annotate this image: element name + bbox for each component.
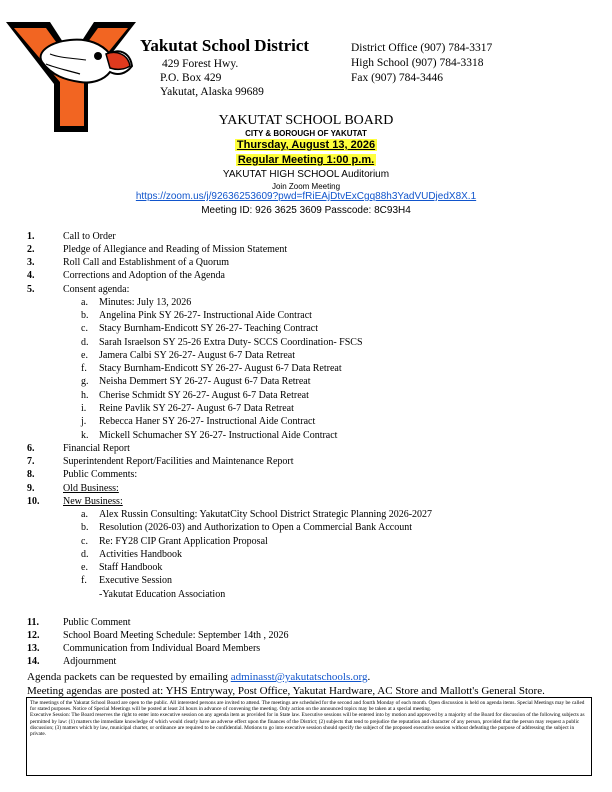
meeting-type-text: Regular Meeting 1:00 p.m. [237,154,375,166]
new-business-item-letter: f. [81,575,87,586]
consent-item-text: Stacy Burnham-Endicott SY 26-27- Teaching Contract [99,323,318,334]
new-business-item-text: Resolution (2026-03) and Authorization to Open a Commercial Bank Account [99,522,412,533]
consent-item-letter: k. [81,430,89,441]
new-business-item-letter: a. [81,509,88,520]
board-title: YAKUTAT SCHOOL BOARD [218,113,394,128]
consent-item-text: Mickell Schumacher SY 26-27- Instructional Aide Contract [99,430,338,441]
agenda-item-number: 12. [27,630,40,641]
notice-open-meetings: The meetings of the Yakutat School Board are open to the public. All interested persons are invited to attend. The meetings are scheduled for the second and fourth Monday of each month. Open discussion is held on agenda items. Special Meetings may be called for stated purposes. Notice of Special Meetings will be posted at least 24 hours in advance of convening the meeting. Only action on the announced topics may be taken at a special meeting. [30,700,585,713]
agenda-item-text: Roll Call and Establishment of a Quorum [63,257,230,268]
address-city: Yakutat, Alaska 99689 [160,86,264,98]
consent-item-letter: c. [81,323,88,334]
agenda-item-number: 7. [27,456,35,467]
agenda-item-text: Consent agenda: [63,284,130,295]
agenda-item-number: 14. [27,656,40,667]
agenda-item-number: 13. [27,643,40,654]
packets-request-line [27,671,370,683]
agenda-item-number: 2. [27,244,35,255]
address-street: 429 Forest Hwy. [162,58,239,70]
consent-item-text: Jamera Calbi SY 26-27- August 6-7 Data Retreat [99,350,295,361]
consent-item-text: Reine Pavlik SY 26-27- August 6-7 Data Retreat [99,403,294,414]
meeting-type [0,154,612,166]
district-name: Yakutat School District [140,36,310,55]
phone-district-office: District Office (907) 784-3317 [351,42,493,54]
new-business-item-letter: e. [81,562,88,573]
agenda-item-number: 6. [27,443,35,454]
zoom-label: Join Zoom Meeting [271,182,341,191]
consent-item-text: Cherise Schmidt SY 26-27- August 6-7 Data Retreat [99,390,309,401]
agenda-item-number: 4. [27,270,35,281]
phone-high-school: High School (907) 784-3318 [351,57,484,69]
packets-suffix: . [367,671,371,683]
consent-item-text: Angelina Pink SY 26-27- Instructional Aide Contract [99,310,312,321]
new-business-item-letter: d. [81,549,89,560]
notice-executive-session: Executive Session: The Board reserves the right to enter into executive session on any agenda item as provided for in State law. Executive sessions will be entered into by motion and approved by a majority of the Board for discussion of the following subjects as permitted by law: (1) matters the immediate knowledge of which would clearly have an adverse effect upon the finances of the District; (2) subjects that tend to prejudice the reputation and character of any person, provided that the person may request a public discussion; (3) matters which by law, municipal charter, or ordinance are required to be confidential. Motions to go into executive session should specify the subject of the proposed executive session without defeating the purpose of addressing the subject in private. [30,712,585,738]
agenda-item-text: Public Comments: [63,469,138,480]
packets-email-link[interactable]: adminasst@yakutatschools.org [230,671,368,683]
agenda-item-number: 8. [27,469,35,480]
executive-session-note: -Yakutat Education Association [99,589,226,600]
consent-item-letter: h. [81,390,89,401]
new-business-item-letter: b. [81,522,89,533]
posted-locations: Meeting agendas are posted at: YHS Entryway, Post Office, Yakutat Hardware, AC Store and Mallott's General Store. [27,685,545,697]
agenda-item-text: Communication from Individual Board Members [63,643,261,654]
consent-item-text: Neisha Demmert SY 26-27- August 6-7 Data Retreat [99,376,311,387]
consent-item-text: Rebecca Haner SY 26-27- Instructional Aide Contract [99,416,316,427]
new-business-item-text: Activities Handbook [99,549,183,560]
agenda-item-text: Corrections and Adoption of the Agenda [63,270,225,281]
fax-number: Fax (907) 784-3446 [351,72,443,84]
agenda-item-text: Adjournment [63,656,117,667]
new-business-item-text: Alex Russin Consulting: YakutatCity School District Strategic Planning 2026-2027 [99,509,433,520]
zoom-link[interactable]: https://zoom.us/j/92636253609?pwd=fRiEAjDtvExCgq88h3YadVUDjedX8X.1 [135,191,477,202]
new-business-item-text: Executive Session [99,575,173,586]
consent-item-text: Stacy Burnham-Endicott SY 26-27- August 6-7 Data Retreat [99,363,342,374]
agenda-item-text: New Business: [63,496,123,507]
consent-item-letter: g. [81,376,89,387]
agenda-item-number: 9. [27,483,35,494]
agenda-item-number: 11. [27,617,39,628]
agenda-item-text: Pledge of Allegiance and Reading of Mission Statement [63,244,288,255]
agenda-item-number: 3. [27,257,35,268]
consent-item-text: Sarah Israelson SY 25-26 Extra Duty- SCCS Coordination- FSCS [99,337,363,348]
consent-item-letter: e. [81,350,88,361]
consent-item-letter: d. [81,337,89,348]
consent-item-letter: i. [81,403,87,414]
consent-item-letter: j. [81,416,87,427]
new-business-item-text: Re: FY28 CIP Grant Application Proposal [99,536,268,547]
agenda-item-number: 5. [27,284,35,295]
new-business-item-text: Staff Handbook [99,562,163,573]
agenda-item-text: Financial Report [63,443,130,454]
meeting-location: YAKUTAT HIGH SCHOOL Auditorium [222,169,390,180]
agenda-item-text: Public Comment [63,617,131,628]
consent-item-letter: b. [81,310,89,321]
new-business-item-letter: c. [81,536,88,547]
agenda-item-text: Call to Order [63,231,116,242]
meeting-date-text: Thursday, August 13, 2026 [236,139,376,151]
consent-item-letter: f. [81,363,87,374]
city-borough: CITY & BOROUGH OF YAKUTAT [245,129,367,138]
public-notice-box [26,697,592,776]
agenda-item-number: 10. [27,496,40,507]
agenda-item-number: 1. [27,231,35,242]
meeting-date [0,139,612,151]
address-po-box: P.O. Box 429 [160,72,222,84]
consent-item-text: Minutes: July 13, 2026 [99,297,192,308]
agenda-item-text: Superintendent Report/Facilities and Maintenance Report [63,456,294,467]
agenda-item-text: Old Business: [63,483,119,494]
packets-prefix: Agenda packets can be requested by emailing [27,671,231,683]
consent-item-letter: a. [81,297,88,308]
meeting-id: Meeting ID: 926 3625 3609 Passcode: 8C93H4 [201,205,411,216]
agenda-item-text: School Board Meeting Schedule: September 14th , 2026 [63,630,289,641]
